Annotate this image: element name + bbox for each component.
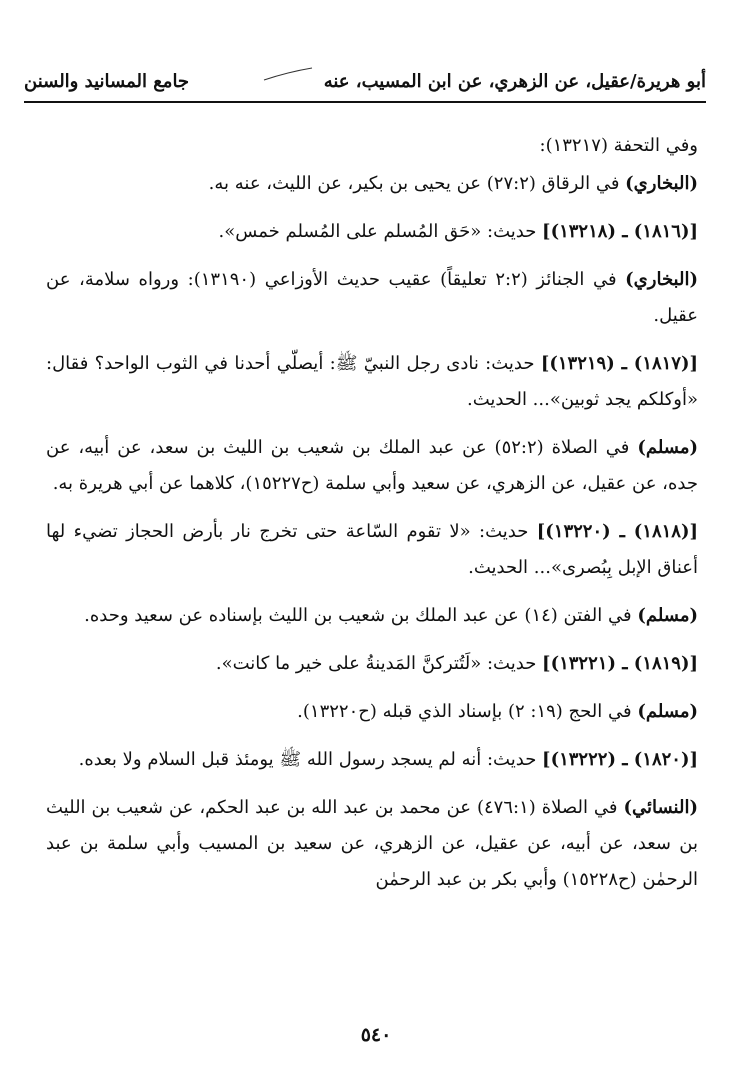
paragraph-text: في الرقاق (٢٧:٢) عن يحيى بن بكير، عن الليث، عنه به. bbox=[208, 173, 626, 194]
header-chapter-text: أبو هريرة/عقيل، عن الزهري، عن ابن المسيب، عنه bbox=[323, 70, 706, 92]
page-body bbox=[46, 128, 698, 910]
paragraph bbox=[46, 166, 698, 202]
paragraph-lead: [(١٨١٨) ـ (١٣٢٢٠)] bbox=[536, 521, 698, 542]
paragraph-text: حديث: أنه لم يسجد رسول الله ﷺ يومئذ قبل السلام ولا بعده. bbox=[78, 749, 543, 770]
paragraph-lead: [(١٨١٩) ـ (١٣٢٢١)] bbox=[542, 653, 698, 674]
paragraph-text: حديث: «حَق المُسلم على المُسلم خمس». bbox=[218, 221, 543, 242]
paragraph-text: في الفتن (١٤) عن عبد الملك بن شعيب بن الليث بإسناده عن سعيد وحده. bbox=[84, 605, 638, 626]
paragraph bbox=[46, 128, 698, 164]
paragraph bbox=[46, 514, 698, 586]
paragraph-lead: (النسائي) bbox=[623, 797, 698, 818]
paragraph-text: حديث: «لا تقوم السّاعة حتى تخرج نار بأرض الحجاز تضيء لها أعناق الإبل بِبُصرى»... الحديث. bbox=[46, 521, 698, 578]
header-book-title: جامع المسانيد والسنن bbox=[24, 70, 190, 92]
paragraph-lead: [(١٨٢٠) ـ (١٣٢٢٢)] bbox=[542, 749, 698, 770]
paragraph bbox=[46, 646, 698, 682]
paragraph bbox=[46, 346, 698, 418]
paragraph-lead: (مسلم) bbox=[637, 605, 698, 626]
paragraph-text: وفي التحفة (١٣٢١٧): bbox=[539, 135, 698, 156]
paragraph-text: حديث: نادى رجل النبيّ ﷺ: أيصلّي أحدنا في الثوب الواحد؟ فقال: «أوكلكم يجد ثوبين»... الحديث. bbox=[46, 353, 698, 410]
paragraph-lead: (البخاري) bbox=[625, 269, 698, 290]
paragraph-text: في الجنائز (٢:٢ تعليقاً) عقيب حديث الأوزاعي (١٣١٩٠): ورواه سلامة، عن عقيل. bbox=[46, 269, 698, 326]
paragraph bbox=[46, 790, 698, 898]
header-rule bbox=[24, 101, 706, 103]
paragraph-text: في الصلاة (٥٢:٢) عن عبد الملك بن شعيب بن الليث بن سعد، عن أبيه، عن جده، عن عقيل، عن الزهري، عن سعيد وأبي سلمة (ح١٥٢٢٧)، كلاهما عن أبي هريرة به. bbox=[46, 437, 698, 494]
running-header bbox=[24, 64, 706, 98]
paragraph-lead: (مسلم) bbox=[637, 437, 698, 458]
paragraph bbox=[46, 214, 698, 250]
pen-stroke-mark bbox=[262, 66, 314, 82]
paragraph-text: حديث: «لَتُتركنَّ المَدينةُ على خير ما كانت». bbox=[215, 653, 543, 674]
paragraph bbox=[46, 262, 698, 334]
page-number: ٥٤٠ bbox=[360, 1024, 392, 1046]
paragraph-lead: [(١٨١٧) ـ (١٣٢١٩)] bbox=[540, 353, 698, 374]
paragraph bbox=[46, 430, 698, 502]
paragraph bbox=[46, 694, 698, 730]
paragraph bbox=[46, 742, 698, 778]
paragraph bbox=[46, 598, 698, 634]
paragraph-text: في الحج (١٩: ٢) بإسناد الذي قبله (ح١٣٢٢٠). bbox=[297, 701, 638, 722]
paragraph-lead: [(١٨١٦) ـ (١٣٢١٨)] bbox=[542, 221, 698, 242]
paragraph-lead: (البخاري) bbox=[625, 173, 698, 194]
paragraph-lead: (مسلم) bbox=[637, 701, 698, 722]
paragraph-text: في الصلاة (٤٧٦:١) عن محمد بن عبد الله بن عبد الحكم، عن شعيب بن الليث بن سعد، عن أبيه، عن عقيل، عن الزهري، عن سعيد بن المسيب وأبي سلمة بن عبد الرحمٰن (ح١٥٢٢٨) وأبي بكر بن عبد الرحمٰن bbox=[46, 797, 698, 890]
